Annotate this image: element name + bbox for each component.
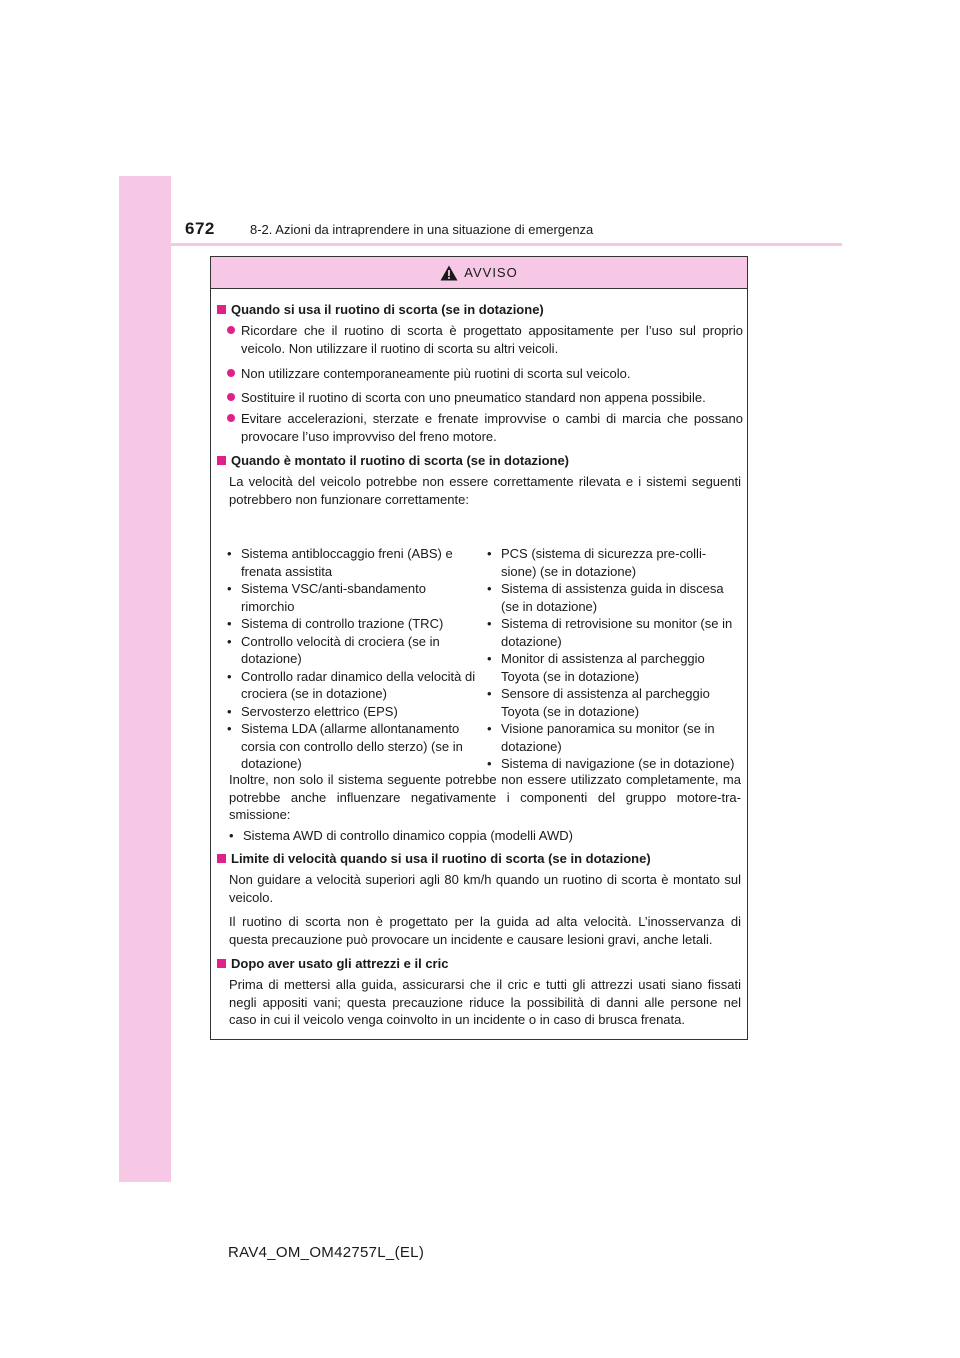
circle-bullet-icon — [227, 369, 235, 377]
square-bullet-icon — [217, 854, 226, 863]
list-item: • Servosterzo elettrico (EPS) — [227, 703, 398, 719]
list-item: • Sistema di retrovisione su monitor (se in dotazione) — [487, 616, 733, 649]
heading-after-tools: Dopo aver usato gli attrezzi e il cric — [217, 955, 448, 973]
header-rule — [171, 243, 842, 246]
section-title: 8-2. Azioni da intraprendere in una situazione di emergenza — [250, 222, 594, 237]
heading-spare-tire-mounted: Quando è montato il ruotino di scorta (se in dotazione) — [217, 452, 569, 470]
square-bullet-icon — [217, 456, 226, 465]
affected-systems-left — [227, 545, 477, 773]
list-item: • Sistema di assistenza guida in discesa (se in dotazione) — [487, 581, 724, 614]
list-item: Ricordare che il ruotino di scorta è progettato appositamente per l’uso sul proprio veicolo. Non utilizzare il ruotino di scorta su altri veicoli. — [227, 322, 743, 357]
circle-bullet-icon — [227, 414, 235, 422]
list-item: Evitare accelerazioni, sterzate e frenate improvvise o cambi di marcia che possano provocare l’uso improvviso del freno motore. — [227, 410, 743, 445]
affected-systems-right — [487, 545, 737, 773]
list-item: • Monitor di assistenza al parcheggio Toyota (se in dotazione) — [487, 651, 705, 684]
speed-limit-paragraph: Non guidare a velocità superiori agli 80 km/h quando un ruotino di scorta è montato sul veicolo. — [229, 872, 741, 905]
warning-box — [210, 256, 748, 1040]
list-item: • Controllo velocità di crociera (se in dotazione) — [227, 633, 440, 666]
list-item: • Sistema antibloccaggio freni (ABS) e frenata assistita — [227, 546, 453, 579]
tools-paragraph: Prima di mettersi alla guida, assicurarsi che il cric e tutti gli attrezzi usati siano fissati negli appositi vani; questa precauzione riduce la possibilità di danni alle persone nel caso in cui il veicolo venga coinvolto in un incidente o in caso di brusca frenata. — [229, 977, 741, 1027]
square-bullet-icon — [217, 959, 226, 968]
list-item: • Sistema di navigazione (se in dotazione) — [487, 756, 735, 771]
list-item: • Sensore di assistenza al parcheggio Toyota (se in dotazione) — [487, 686, 710, 719]
list-item: • Controllo radar dinamico della velocità di crociera (se in dotazione) — [227, 668, 476, 701]
warning-title: AVVISO — [464, 265, 518, 280]
list-item: • Sistema AWD di controllo dinamico coppia (modelli AWD) — [229, 828, 573, 843]
intro-paragraph: La velocità del veicolo potrebbe non essere correttamente rilevata e i sistemi seguenti potrebbero non funzionare correttamente: — [229, 474, 741, 507]
page-number: 672 — [185, 219, 215, 238]
circle-bullet-icon — [227, 326, 235, 334]
list-item: Non utilizzare contemporaneamente più ruotini di scorta sul veicolo. — [227, 365, 743, 383]
heading-speed-limit: Limite di velocità quando si usa il ruotino di scorta (se in dotazione) — [217, 850, 651, 868]
list-item: • Sistema LDA (allarme allontanamento corsia con controllo dello sterzo) (se in dotazione) — [227, 721, 463, 771]
side-tab-band — [119, 176, 171, 1182]
list-item: • PCS (sistema di sicurezza pre-collisione) (se in dotazione) — [487, 546, 707, 579]
high-speed-paragraph: Il ruotino di scorta non è progettato per la guida ad alta velocità. L’inosservanza di questa precauzione può provocare un incidente e causare lesioni gravi, anche letali. — [229, 914, 741, 947]
list-item: • Sistema VSC/anti-sbandamento rimorchio — [227, 581, 426, 614]
warning-header — [211, 257, 747, 289]
list-item: • Sistema di controllo trazione (TRC) — [227, 616, 444, 631]
warning-triangle-icon — [440, 265, 458, 281]
powertrain-paragraph: Inoltre, non solo il sistema seguente potrebbe non essere utilizzato completamente, ma potrebbe anche influenzare negativamente i componenti del gruppo motore-trasmissione: — [229, 772, 741, 822]
square-bullet-icon — [217, 305, 226, 314]
circle-bullet-icon — [227, 393, 235, 401]
document-code: RAV4_OM_OM42757L_(EL) — [228, 1244, 425, 1261]
list-item: Sostituire il ruotino di scorta con uno pneumatico standard non appena possibile. — [227, 389, 743, 407]
heading-spare-tire-use: Quando si usa il ruotino di scorta (se in dotazione) — [217, 301, 544, 319]
list-item: • Visione panoramica su monitor (se in dotazione) — [487, 721, 715, 754]
